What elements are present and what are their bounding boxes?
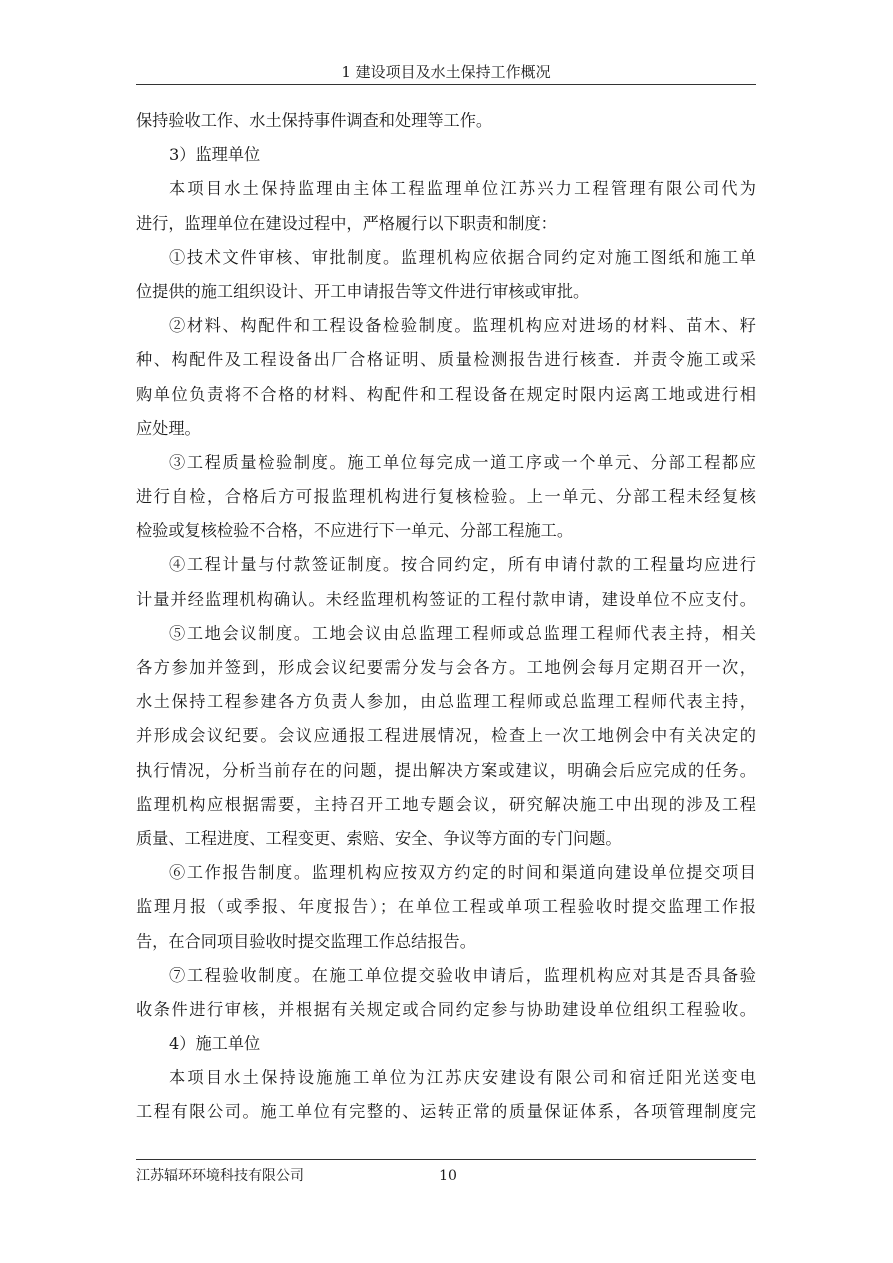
footer-company: 江苏辐环环境科技有限公司 [136, 1168, 304, 1184]
text-line: ①技术文件审核、审批制度。监理机构应依据合同约定对施工图纸和施工单 [169, 247, 756, 267]
text-line: 并形成会议纪要。会议应通报工程进展情况，检查上一次工地例会中有关决定的 [136, 726, 756, 746]
section-heading: 3）监理单位 [169, 145, 261, 165]
text-line: 监理月报（或季报、年度报告）；在单位工程或单项工程验收时提交监理工作报 [136, 897, 756, 917]
body-text [136, 104, 756, 1130]
text-line: 执行情况，分析当前存在的问题，提出解决方案或建议，明确会后应完成的任务。 [136, 760, 756, 780]
text-line: 检验或复核检验不合格，不应进行下一单元、分部工程施工。 [136, 521, 574, 541]
text-line: ④工程计量与付款签证制度。按合同约定，所有申请付款的工程量均应进行 [169, 555, 756, 575]
text-line: ⑥工作报告制度。监理机构应按双方约定的时间和渠道向建设单位提交项目 [169, 863, 756, 883]
text-line: ⑦工程验收制度。在施工单位提交验收申请后，监理机构应对其是否具备验 [169, 965, 756, 985]
header-divider [136, 84, 756, 85]
text-line: 进行，监理单位在建设过程中，严格履行以下职责和制度： [136, 213, 557, 233]
text-line: 应处理。 [136, 418, 201, 438]
text-line: 水土保持工程参建各方负责人参加，由总监理工程师或总监理工程师代表主持， [136, 692, 756, 712]
text-line: 收条件进行审核，并根据有关规定或合同约定参与协助建设单位组织工程验收。 [136, 999, 756, 1019]
footer-divider [136, 1159, 756, 1160]
section-heading: 4）施工单位 [169, 1034, 261, 1054]
text-line: 质量、工程进度、工程变更、索赔、安全、争议等方面的专门问题。 [136, 828, 622, 848]
text-line: 保持验收工作、水土保持事件调查和处理等工作。 [136, 111, 493, 130]
page-number: 10 [439, 1168, 457, 1184]
text-line: 工程有限公司。施工单位有完整的、运转正常的质量保证体系，各项管理制度完 [136, 1102, 756, 1122]
text-line: 本项目水土保持监理由主体工程监理单位江苏兴力工程管理有限公司代为 [169, 179, 756, 199]
running-header: 1 建设项目及水土保持工作概况 [341, 63, 551, 81]
text-line: 种、构配件及工程设备出厂合格证明、质量检测报告进行核查．并责令施工或采 [136, 350, 756, 370]
text-line: ②材料、构配件和工程设备检验制度。监理机构应对进场的材料、苗木、籽 [169, 316, 756, 336]
text-line: ⑤工地会议制度。工地会议由总监理工程师或总监理工程师代表主持，相关 [169, 623, 756, 643]
text-line: 进行自检，合格后方可报监理机构进行复核检验。上一单元、分部工程未经复核 [136, 487, 756, 507]
text-line: 告，在合同项目验收时提交监理工作总结报告。 [136, 931, 476, 951]
text-line: ③工程质量检验制度。施工单位每完成一道工序或一个单元、分部工程都应 [169, 452, 756, 472]
text-line: 位提供的施工组织设计、开工申请报告等文件进行审核或审批。 [136, 281, 590, 301]
text-line: 计量并经监理机构确认。未经监理机构签证的工程付款申请，建设单位不应支付。 [136, 589, 756, 609]
text-line: 本项目水土保持设施施工单位为江苏庆安建设有限公司和宿迁阳光送变电 [169, 1068, 756, 1088]
text-line: 购单位负责将不合格的材料、构配件和工程设备在规定时限内运离工地或进行相 [136, 384, 756, 404]
text-line: 监理机构应根据需要，主持召开工地专题会议，研究解决施工中出现的涉及工程 [136, 794, 756, 814]
text-line: 各方参加并签到，形成会议纪要需分发与会各方。工地例会每月定期召开一次， [136, 658, 756, 677]
